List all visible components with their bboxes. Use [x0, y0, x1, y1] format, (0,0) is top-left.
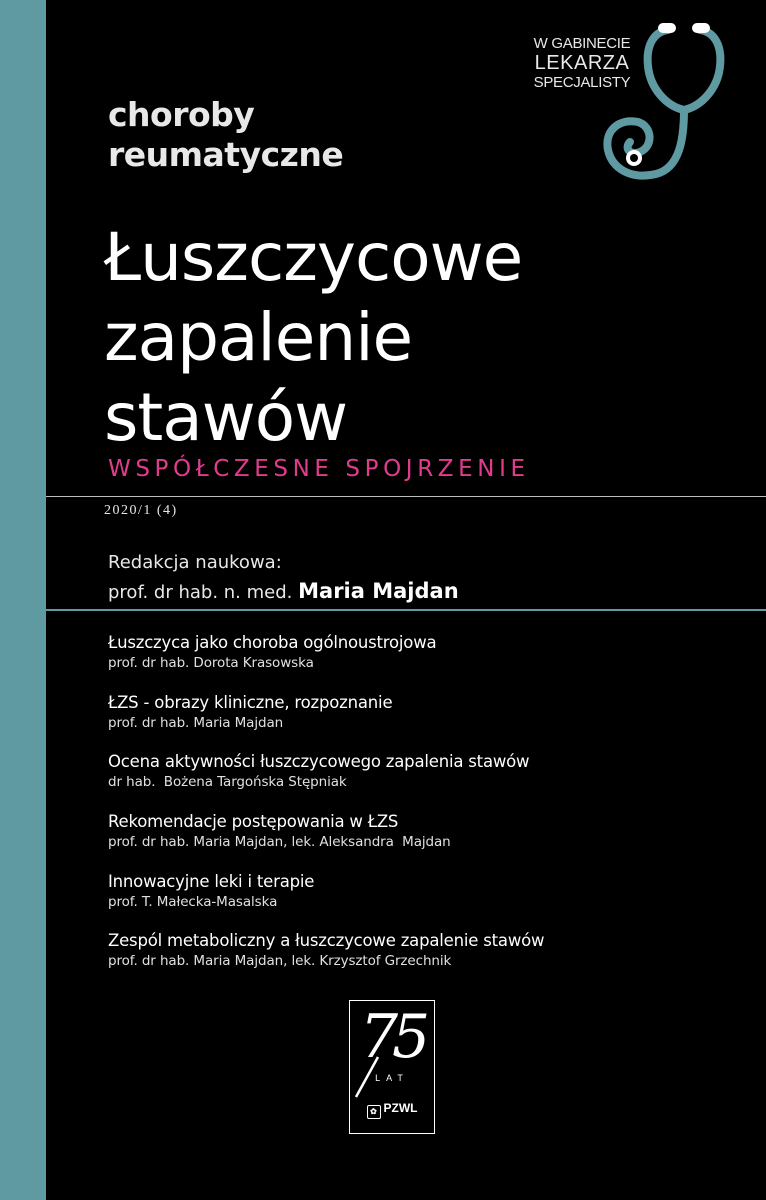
toc-title: ŁZS - obrazy kliniczne, rozpoznanie: [108, 692, 393, 712]
editor-name: Maria Majdan: [298, 579, 459, 603]
editor-block: [108, 548, 459, 607]
editor-line: [108, 577, 459, 607]
series-name: [108, 95, 343, 175]
editor-label: Redakcja naukowa:: [108, 552, 282, 573]
toc-title: Ocena aktywności łuszczycowego zapalenia stawów: [108, 752, 530, 772]
toc-author: prof. dr hab. Maria Majdan, lek. Aleksandra Majdan: [108, 834, 451, 851]
toc-item: [108, 871, 748, 931]
subtitle: WSPÓŁCZESNE SPOJRZENIE: [108, 456, 530, 482]
table-of-contents: [108, 632, 748, 990]
toc-title: Rekomendacje postępowania w ŁZS: [108, 812, 399, 832]
toc-item: [108, 811, 748, 871]
toc-title: Zespól metaboliczny a łuszczycowe zapalenie stawów: [108, 931, 545, 951]
collection-line-1: W GABINECIE: [533, 35, 631, 52]
toc-author: prof. T. Małecka-Masalska: [108, 893, 278, 910]
title-line-1: Łuszczycowe: [104, 219, 523, 296]
title-line-2: zapalenie: [104, 299, 413, 376]
toc-item: [108, 930, 748, 990]
toc-title: Łuszczyca jako choroba ogólnoustrojowa: [108, 633, 437, 652]
toc-author: prof. dr hab. Maria Majdan: [108, 714, 284, 731]
series-line-1: choroby: [108, 95, 255, 134]
divider-teal: [46, 609, 766, 611]
collection-line-3: SPECJALISTY: [533, 74, 631, 91]
toc-author: prof. dr hab. Dorota Krasowska: [108, 655, 314, 671]
publisher-logo: [350, 1101, 434, 1119]
toc-item: [108, 632, 748, 692]
toc-title: Innowacyjne leki i terapie: [108, 871, 315, 891]
publisher-name: PZWL: [383, 1101, 418, 1115]
toc-author: dr hab. Bożena Targońska Stępniak: [108, 774, 347, 791]
collection-line-2: LEKARZA: [534, 52, 630, 74]
editor-prefix: prof. dr hab. n. med.: [108, 582, 293, 603]
toc-author: prof. dr hab. Maria Majdan, lek. Krzysztof Grzechnik: [108, 953, 452, 970]
divider-top: [46, 496, 766, 497]
toc-item: [108, 692, 748, 752]
publisher-mark-icon: ✿: [367, 1105, 381, 1119]
title-line-3: stawów: [104, 379, 348, 456]
side-color-band: [0, 0, 46, 1200]
logo-word: LAT: [375, 1073, 409, 1083]
toc-item: [108, 751, 748, 811]
stethoscope-icon: [590, 18, 740, 188]
anniversary-logo: [349, 1000, 435, 1134]
issue-number: 2020/1 (4): [104, 503, 178, 518]
series-line-2: reumatyczne: [108, 135, 344, 174]
logo-number: 75: [359, 1002, 425, 1072]
book-title: [104, 218, 522, 458]
